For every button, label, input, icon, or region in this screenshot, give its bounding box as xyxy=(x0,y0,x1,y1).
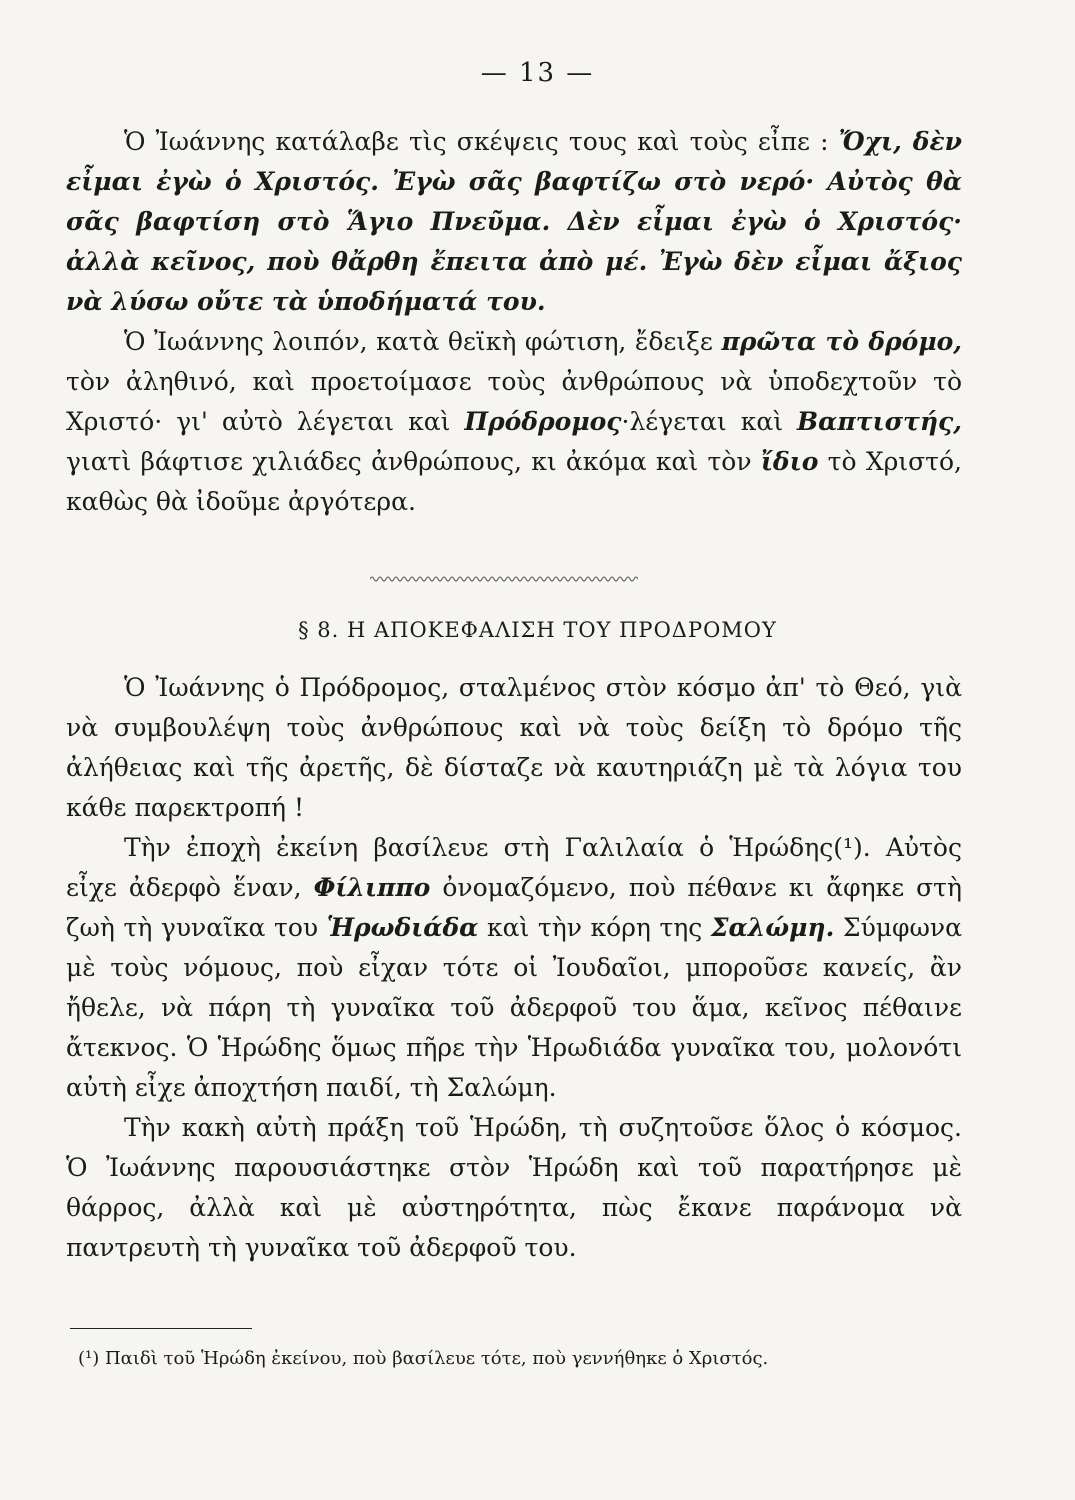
paragraph-4-text-f: καὶ τὴν κόρη της xyxy=(478,913,711,942)
paragraph-4-text-b: . Αὐτὸς εἶχε ἀδερφὸ ἕναν, xyxy=(66,833,962,902)
paragraph-5: Τὴν κακὴ αὐτὴ πράξη τοῦ Ἡρώδη, τὴ συζητοῦσε ὅλος ὁ κόσμος. Ὁ Ἰωάννης παρουσιάστηκε στὸν Ἡρώδη καὶ τοῦ παρατήρησε μὲ θάρρος, ἀλλὰ καὶ μὲ αὐστηρότητα, πὼς ἔκανε παράνομα νὰ παντρευτὴ τὴ γυναῖκα τοῦ ἀδερφοῦ του. xyxy=(66,1113,962,1262)
paragraph-4-emph-g: Σαλώμη. xyxy=(710,913,835,942)
paragraph-2-text-a: Ὁ Ἰωάννης λοιπόν, κατὰ θεϊκὴ φώτιση, ἔδειξε xyxy=(124,327,722,356)
paragraph-4-text-h: Σύμφωνα μὲ τοὺς νόμους, ποὺ εἶχαν τότε οἱ Ἰουδαῖοι, μποροῦσε κανείς, ἂν ἤθελε, νὰ πάρη τὴ γυναῖκα τοῦ ἀδερφοῦ του ἅμα, κεῖνος πέθαινε ἄτεκνος. Ὁ Ἡρώδης ὅμως πῆρε τὴν Ἡρωδιάδα γυναῖκα του, μολονότι αὐτὴ εἶχε ἀποχτήση παιδί, τὴ Σαλώμη. xyxy=(66,913,962,1102)
text-block-top xyxy=(66,122,962,522)
paragraph-2-emph-f: Βαπτιστής, xyxy=(797,407,962,436)
paragraph-1 xyxy=(66,122,962,322)
paragraph-4-emph-e: Ἡρωδιάδα xyxy=(326,913,479,942)
footnote-reference: (¹) xyxy=(833,833,863,862)
section-heading: § 8. Η ΑΠΟΚΕΦΑΛΙΣΗ ΤΟΥ ΠΡΟΔΡΟΜΟΥ xyxy=(298,618,777,642)
paragraph-2-emph-a: πρῶτα τὸ δρόμο, xyxy=(721,327,962,356)
footnote-mark: (¹) xyxy=(78,1348,100,1369)
paragraph-1-text: Ὁ Ἰωάννης κατάλαβε τὶς σκέψεις τους καὶ τοὺς εἶπε : xyxy=(124,127,839,156)
page-number: — 13 — xyxy=(480,58,595,88)
wavy-separator xyxy=(370,575,638,583)
paragraph-3: Ὁ Ἰωάννης ὁ Πρόδρομος, σταλμένος στὸν κόσμο ἀπ' τὸ Θεό, γιὰ νὰ συμβουλέψη τοὺς ἀνθρώπους καὶ νὰ τοὺς δείξη τὸ δρόμο τῆς ἀλήθειας καὶ τῆς ἀρετῆς, δὲ δίσταζε νὰ καυτηριάζη μὲ τὰ λόγια του κάθε παρεκτροπή ! xyxy=(66,673,962,822)
paragraph-2-emph-h: ἴδιο xyxy=(760,447,819,476)
paragraph-4-text-d: ὀνομαζόμενο, ποὺ πέθανε κι ἄφηκε στὴ ζωὴ τὴ γυναῖκα του xyxy=(66,873,962,942)
footnote xyxy=(78,1346,978,1372)
paragraph-2-text-g: γιατὶ βάφτισε χιλιάδες ἀνθρώπους, κι ἀκόμα καὶ τὸν xyxy=(66,447,761,476)
paragraph-1-quote: Ὄχι, δὲν εἶμαι ἐγὼ ὁ Χριστός. Ἐγὼ σᾶς βαφτίζω στὸ νερό· Αὐτὸς θὰ σᾶς βαφτίση στὸ Ἅγιο Πνεῦμα. Δὲν εἶμαι ἐγὼ ὁ Χριστός· ἀλλὰ κεῖνος, ποὺ θἄρθη ἔπειτα ἀπὸ μέ. Ἐγὼ δὲν εἶμαι ἄξιος νὰ λύσω οὔτε τὰ ὑποδήματά του. xyxy=(66,127,962,316)
paragraph-2-text-e: ·λέγεται καὶ xyxy=(621,407,798,436)
paragraph-2-emph-d: Πρόδρομος xyxy=(464,407,622,436)
paragraph-2 xyxy=(66,322,962,522)
paragraph-2-text-i: τὸ Χριστό, καθὼς θὰ ἰδοῦμε ἀργότερα. xyxy=(66,447,963,516)
paragraph-4-text-a: Τὴν ἐποχὴ ἐκείνη βασίλευε στὴ Γαλιλαία ὁ Ἡρώδης xyxy=(124,833,834,862)
text-block-bottom xyxy=(66,668,962,1268)
paragraph-4 xyxy=(66,828,962,1108)
paragraph-4-emph-c: Φίλιππο xyxy=(313,873,431,902)
paragraph-2-text-c: τὸν ἀληθινό, καὶ προετοίμασε τοὺς ἀνθρώπους νὰ ὑποδεχτοῦν τὸ Χριστό· γι' αὐτὸ λέγεται καὶ xyxy=(66,367,962,436)
footnote-text: Παιδὶ τοῦ Ἡρώδη ἐκείνου, ποὺ βασίλευε τότε, ποὺ γεννήθηκε ὁ Χριστός. xyxy=(99,1348,769,1369)
footnote-divider xyxy=(70,1328,252,1329)
